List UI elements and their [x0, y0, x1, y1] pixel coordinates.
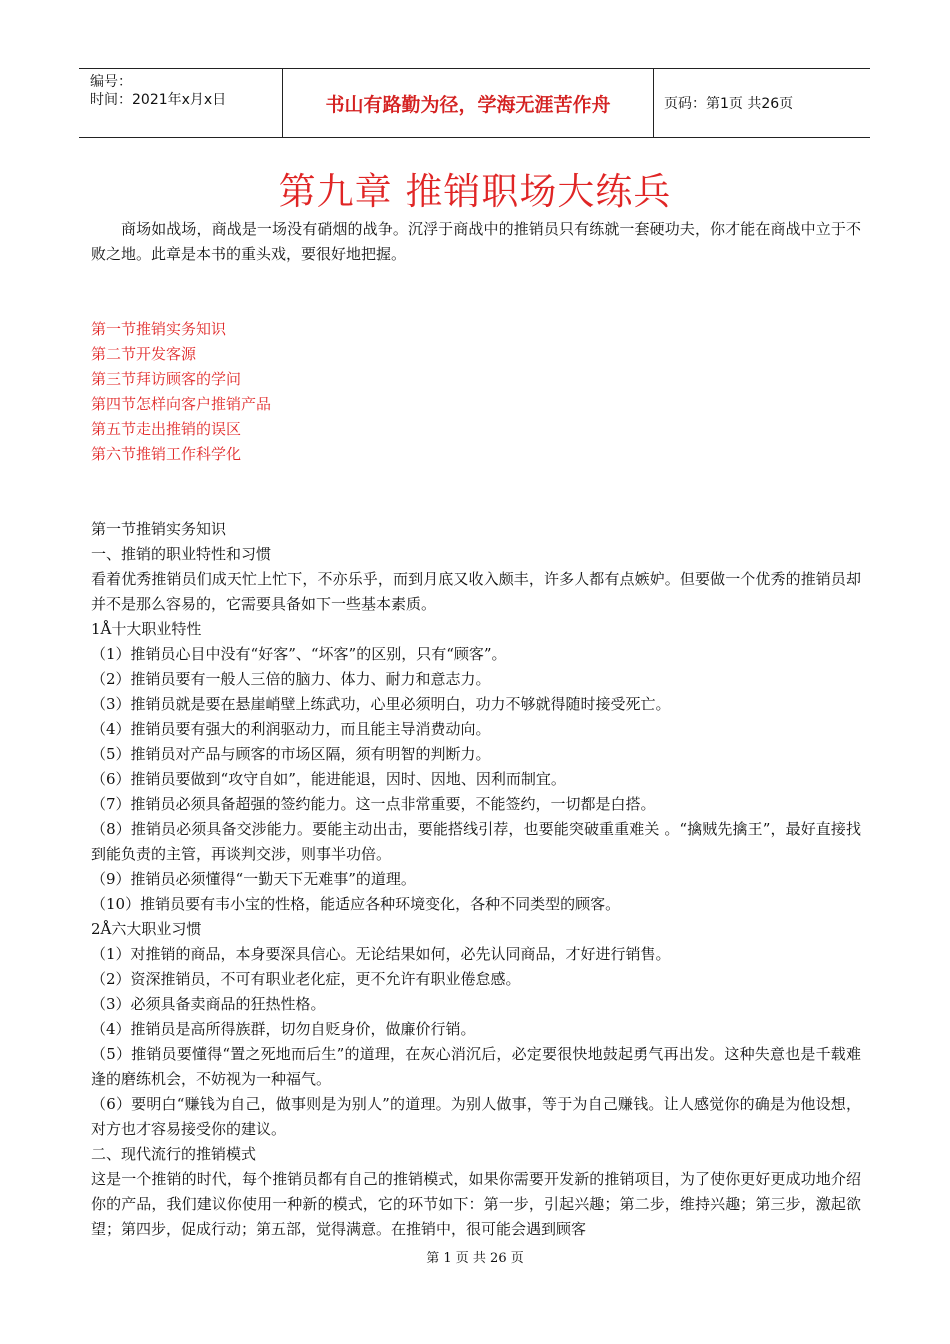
- chapter-title: 第九章 推销职场大练兵: [278, 170, 672, 213]
- toc-link-section-5[interactable]: 第五节走出推销的误区: [91, 420, 242, 438]
- list-heading: 2Å六大职业习惯: [91, 920, 202, 938]
- list-item: （2）资深推销员，不可有职业老化症，更不允许有职业倦怠感。: [91, 970, 521, 988]
- toc-link-section-4[interactable]: 第四节怎样向客户推销产品: [91, 395, 272, 413]
- list-item: （3）推销员就是要在悬崖峭壁上练武功，心里必须明白，功力不够就得随时接受死亡。: [91, 695, 671, 713]
- list-item: （6）要明白“赚钱为自己，做事则是为别人”的道理。为别人做事，等于为自己赚钱。让人感觉你的确是为他设想，对方也才容易接受你的建议。: [91, 1095, 861, 1138]
- table-of-contents: [91, 317, 271, 467]
- list-item: （8）推销员必须具备交涉能力。要能主动出击，要能搭线引荐，也要能突破重重难关 。“擒贼先擒王”，最好直接找到能负责的主管，再谈判交涉，则事半功倍。: [91, 820, 861, 863]
- header-meta: [79, 69, 283, 137]
- toc-link-section-1[interactable]: 第一节推销实务知识: [91, 320, 227, 338]
- intro-paragraph: 商场如战场，商战是一场没有硝烟的战争。沉浮于商战中的推销员只有练就一套硬功夫，你才能在商战中立于不败之地。此章是本书的重头戏，要很好地把握。: [91, 220, 861, 263]
- list-heading: 1Å十大职业特性: [91, 620, 202, 638]
- list-item: （7）推销员必须具备超强的签约能力。这一点非常重要，不能签约，一切都是白搭。: [91, 795, 656, 813]
- list-item: （9）推销员必须懂得“一勤天下无难事”的道理。: [91, 870, 416, 888]
- toc-link-section-3[interactable]: 第三节拜访顾客的学问: [91, 370, 242, 388]
- header-time-label: 时间：2021年x月x日: [90, 92, 227, 108]
- list-item: （5）推销员对产品与顾客的市场区隔，须有明智的判断力。: [91, 745, 491, 763]
- list-item: （3）必须具备卖商品的狂热性格。: [91, 995, 326, 1013]
- list-item: （1）对推销的商品，本身要深具信心。无论结果如何，必先认同商品，才好进行销售。: [91, 945, 671, 963]
- section-heading: 第一节推销实务知识: [91, 520, 227, 538]
- list-item: （1）推销员心目中没有“好客”、“坏客”的区别，只有“顾客”。: [91, 645, 507, 663]
- list-item: （5）推销员要懂得“置之死地而后生”的道理，在灰心消沉后，必定要很快地鼓起勇气再出发。这种失意也是千载难逢的磨练机会，不妨视为一种福气。: [91, 1045, 861, 1088]
- subsection-heading: 一、推销的职业特性和习惯: [91, 545, 272, 563]
- toc-link-section-2[interactable]: 第二节开发客源: [91, 345, 197, 363]
- paragraph: 这是一个推销的时代，每个推销员都有自己的推销模式，如果你需要开发新的推销项目，为了使你更好更成功地介绍你的产品，我们建议你使用一种新的模式，它的环节如下：第一步，引起兴趣；第二步，维持兴趣；第三步，激起欲望；第四步，促成行动；第五部，觉得满意。在推销中，很可能会遇到顾客: [91, 1170, 861, 1238]
- page-header: [79, 68, 870, 138]
- list-item: （4）推销员是高所得族群，切勿自贬身价，做廉价行销。: [91, 1020, 476, 1038]
- list-item: （10）推销员要有韦小宝的性格，能适应各种环境变化，各种不同类型的顾客。: [91, 895, 621, 913]
- list-item: （4）推销员要有强大的利润驱动力，而且能主导消费动向。: [91, 720, 491, 738]
- page-footer: 第 1 页 共 26 页: [426, 1251, 524, 1266]
- subsection-heading: 二、现代流行的推销模式: [91, 1145, 257, 1163]
- header-motto: 书山有路勤为径，学海无涯苦作舟: [283, 69, 654, 137]
- toc-link-section-6[interactable]: 第六节推销工作科学化: [91, 445, 242, 463]
- body-content: [91, 517, 861, 1242]
- list-item: （2）推销员要有一般人三倍的脑力、体力、耐力和意志力。: [91, 670, 491, 688]
- header-number-label: 编号：: [90, 74, 132, 90]
- header-page-info: 页码：第1页 共26页: [664, 96, 794, 112]
- list-item: （6）推销员要做到“攻守自如”，能进能退，因时、因地、因利而制宜。: [91, 770, 566, 788]
- paragraph: 看着优秀推销员们成天忙上忙下，不亦乐乎，而到月底又收入颇丰，许多人都有点嫉妒。但要做一个优秀的推销员却并不是那么容易的，它需要具备如下一些基本素质。: [91, 570, 861, 613]
